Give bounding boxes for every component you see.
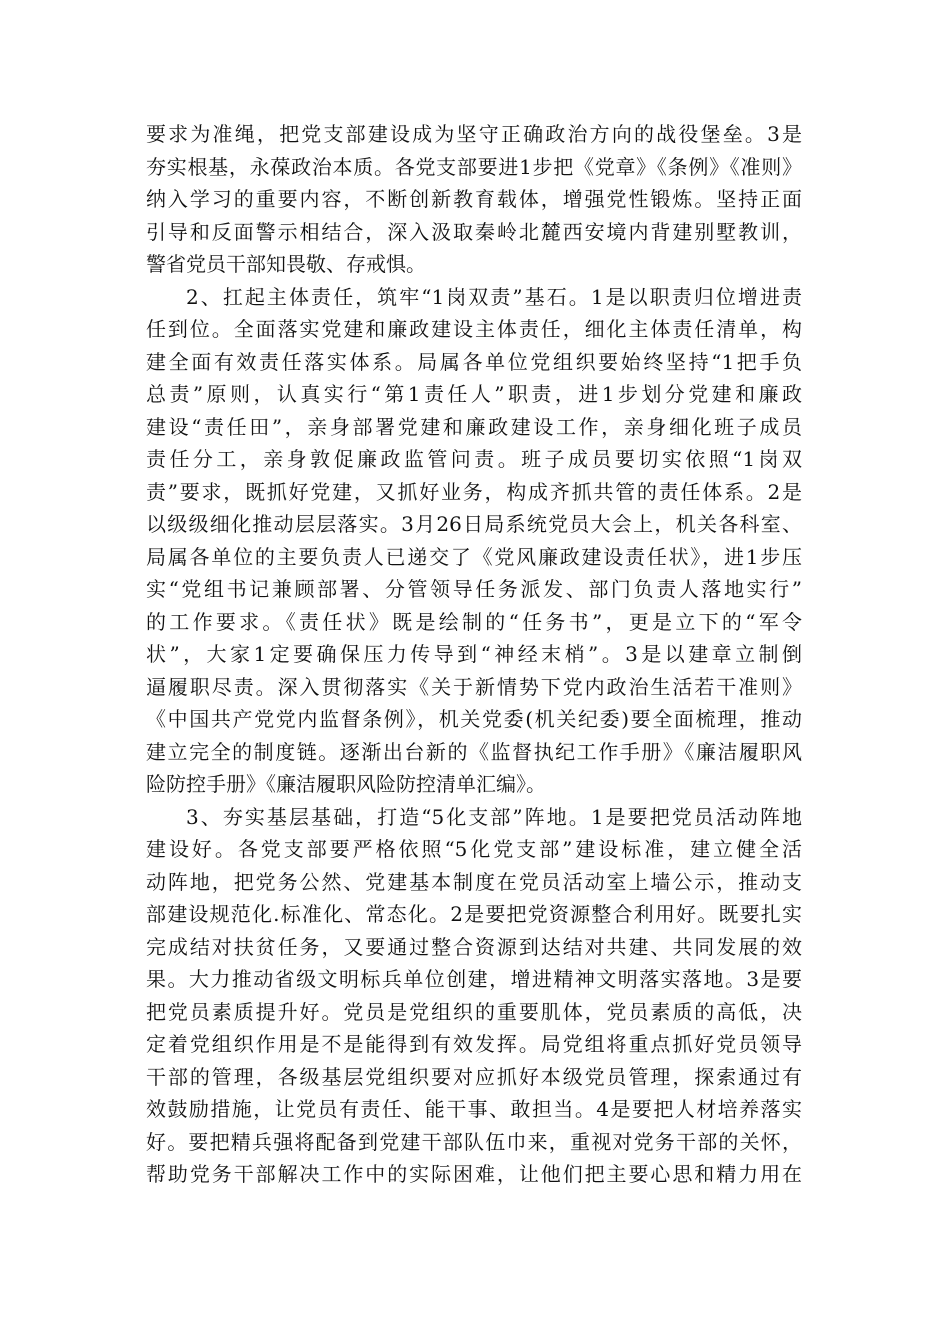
paragraph-3 <box>146 801 802 1191</box>
text-line: 完成结对扶贫任务，又要通过整合资源到达结对共建、共同发展的效 <box>146 934 802 959</box>
text-line: 总责”原则，认真实行“第1责任人”职责，进1步划分党建和廉政 <box>146 382 802 406</box>
text-line: 引导和反面警示相结合，深入汲取秦岭北麓西安境内背建别墅教训， <box>146 219 802 244</box>
text-line: 定着党组织作用是不是能得到有效发挥。局党组将重点抓好党员领导 <box>146 1032 802 1056</box>
text-line: 要求为准绳，把党支部建设成为坚守正确政治方向的战役堡垒。3是 <box>146 122 802 146</box>
text-line: 局属各单位的主要负责人已递交了《党风廉政建设责任状》，进1步压 <box>146 544 802 569</box>
text-line: 干部的管理，各级基层党组织要对应抓好本级党员管理，探索通过有 <box>146 1064 802 1089</box>
text-line: 责任分工，亲身敦促廉政监管问责。班子成员要切实依照“1岗双 <box>146 447 802 471</box>
text-line: 警省党员干部知畏敬、存戒惧。 <box>146 252 426 276</box>
text-line: 建设好。各党支部要严格依照“5化党支部”建设标准，建立健全活 <box>146 837 802 861</box>
paragraph-1 <box>146 118 802 281</box>
text-line: 夯实根基，永葆政治本质。各党支部要进1步把《党章》《条例》《准则》 <box>146 154 802 179</box>
text-line: 部建设规范化.标准化、常态化。2是要把党资源整合利用好。既要扎实 <box>146 902 802 926</box>
text-line: 《中国共产党党内监督条例》，机关党委(机关纪委)要全面梳理，推动 <box>146 707 802 731</box>
text-line: 动阵地，把党务公然、党建基本制度在党员活动室上墙公示，推动支 <box>146 869 802 894</box>
text-line: 逼履职尽责。深入贯彻落实《关于新情势下党内政治生活若干准则》 <box>146 674 802 699</box>
text-line: 任到位。全面落实党建和廉政建设主体责任，细化主体责任清单，构 <box>146 317 802 341</box>
text-line: 状”，大家1定要确保压力传导到“神经末梢”。3是以建章立制倒 <box>146 642 802 666</box>
text-line: 以级级细化推动层层落实。3月26日局系统党员大会上，机关各科室、 <box>146 512 802 536</box>
text-line: 3、夯实基层基础，打造“5化支部”阵地。1是要把党员活动阵地 <box>186 804 802 829</box>
text-line: 建立完全的制度链。逐渐出台新的《监督执纪工作手册》《廉洁履职风 <box>146 739 802 764</box>
text-line: 建设“责任田”，亲身部署党建和廉政建设工作，亲身细化班子成员 <box>146 414 802 439</box>
text-line: 2、扛起主体责任，筑牢“1岗双责”基石。1是以职责归位增进责 <box>186 284 802 309</box>
document-body <box>146 118 802 1191</box>
text-line: 的工作要求。《责任状》既是绘制的“任务书”，更是立下的“军令 <box>146 609 802 634</box>
paragraph-2 <box>146 281 802 801</box>
text-line: 建全面有效责任落实体系。局属各单位党组织要始终坚持“1把手负 <box>146 349 802 374</box>
text-line: 好。要把精兵强将配备到党建干部队伍巾来，重视对党务干部的关怀， <box>146 1129 802 1154</box>
text-line: 实“党组书记兼顾部署、分管领导任务派发、部门负责人落地实行” <box>146 577 802 601</box>
text-line: 把党员素质提升好。党员是党组织的重要肌体，党员素质的高低，决 <box>146 999 802 1024</box>
text-line: 效鼓励措施，让党员有责任、能干事、敢担当。4是要把人材培养落实 <box>146 1097 802 1121</box>
text-line: 责”要求，既抓好党建，又抓好业务，构成齐抓共管的责任体系。2是 <box>146 479 802 504</box>
text-line: 险防控手册》《廉洁履职风险防控清单汇编》。 <box>146 772 546 796</box>
text-line: 纳入学习的重要内容，不断创新教育载体，增强党性锻炼。坚持正面 <box>146 187 802 211</box>
text-line: 果。大力推动省级文明标兵单位创建，增进精神文明落实落地。3是要 <box>146 967 802 991</box>
text-line: 帮助党务干部解决工作中的实际困难，让他们把主要心思和精力用在 <box>146 1162 802 1186</box>
